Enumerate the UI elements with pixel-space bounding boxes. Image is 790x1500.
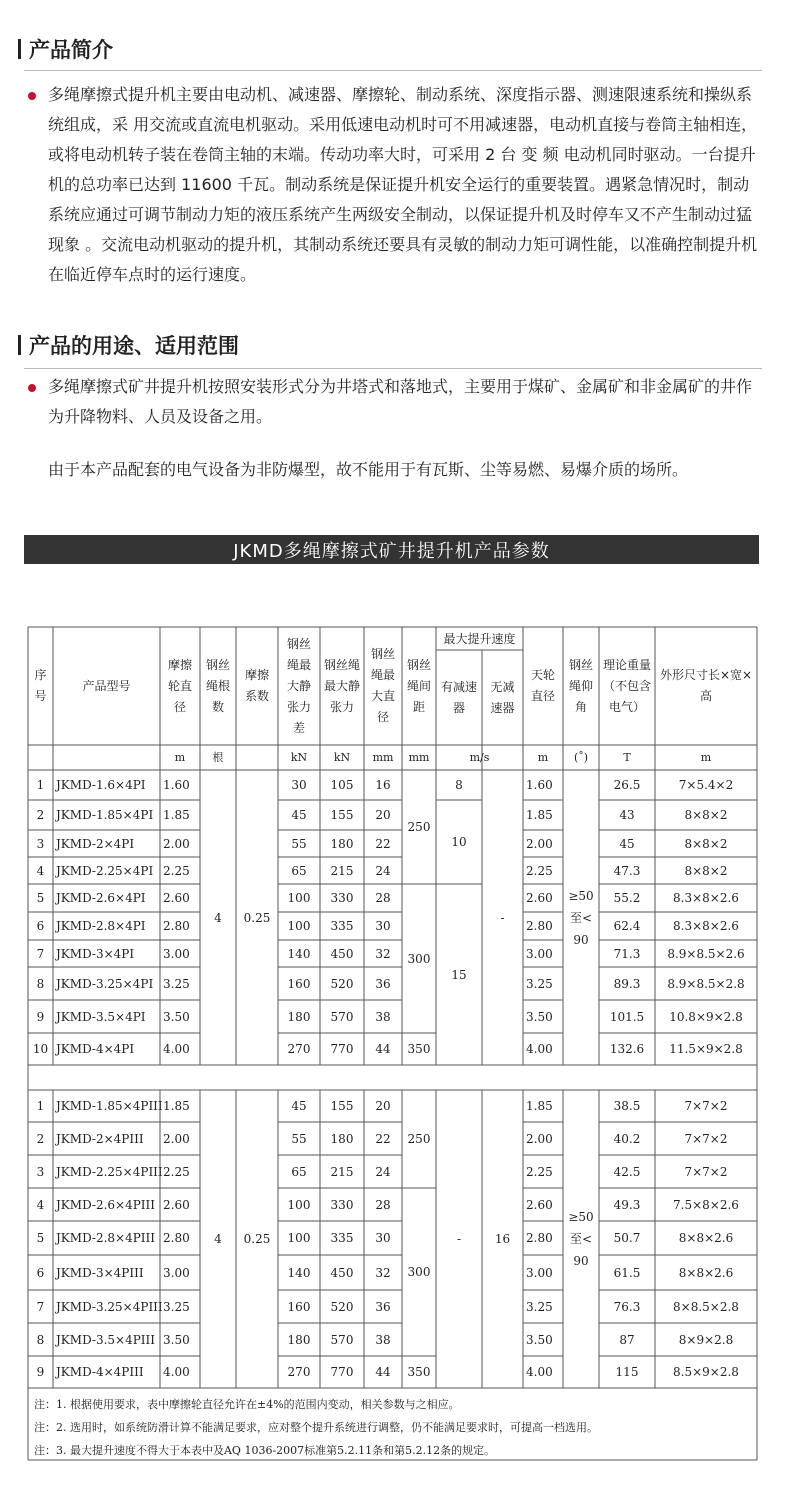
row-head-wheel: 1.85: [526, 1099, 553, 1113]
row-static-diff: 55: [291, 836, 307, 851]
row-weight: 50.7: [613, 1231, 641, 1245]
row-seq: 10: [32, 1042, 49, 1056]
row-dims: 7×7×2: [684, 1131, 728, 1146]
row-dims: 8.3×8×2.6: [673, 919, 739, 933]
row-head-wheel: 1.60: [526, 778, 553, 792]
unit-rope-spacing: mm: [408, 750, 430, 764]
row-model: JKMD-2.25×4PI: [56, 863, 154, 878]
row-static-diff: 65: [291, 863, 307, 878]
merged-speed-with: -: [456, 1232, 462, 1246]
header-elevation: 钢丝绳仰角: [568, 657, 593, 714]
row-wheel-dia: 3.25: [163, 1299, 190, 1314]
row-rope-dia: 16: [375, 778, 391, 792]
row-model: JKMD-1.85×4PI: [56, 808, 154, 822]
merged-elevation: ≥50至<90: [568, 888, 594, 947]
row-model: JKMD-3.5×4PI: [56, 1009, 146, 1024]
row-dims: 8×8×2: [684, 836, 728, 851]
row-rope-dia: 36: [375, 1299, 391, 1314]
row-head-wheel: 2.25: [526, 863, 553, 878]
row-model: JKMD-1.85×4PIII: [56, 1099, 163, 1113]
row-seq: 2: [36, 1131, 45, 1146]
row-weight: 115: [615, 1365, 639, 1379]
row-wheel-dia: 2.00: [163, 1131, 190, 1146]
row-dims: 8.5×9×2.8: [673, 1365, 739, 1379]
row-rope-dia: 44: [375, 1365, 391, 1379]
merged-speed-with: 15: [451, 967, 467, 982]
section-title-intro-text: 产品简介: [29, 38, 113, 62]
row-model: JKMD-3.5×4PIII: [56, 1332, 156, 1347]
unit-dims: m: [700, 750, 712, 764]
row-seq: 6: [36, 919, 45, 933]
header-model: 产品型号: [82, 679, 131, 693]
unit-rope-dia: mm: [372, 750, 394, 764]
unit-static-tension: kN: [333, 750, 351, 764]
row-dims: 8×8×2: [684, 863, 728, 878]
row-head-wheel: 2.25: [526, 1164, 553, 1179]
merged-rope-spacing: 350: [407, 1365, 431, 1379]
table-note-3: 注：3. 最大提升速度不得大于本表中及AQ 1036-2007标准第5.2.11条和第5.2.12条的规定。: [34, 1444, 496, 1457]
row-weight: 89.3: [613, 976, 641, 991]
row-head-wheel: 2.80: [526, 1231, 553, 1245]
row-dims: 8.9×8.5×2.8: [667, 976, 745, 991]
row-rope-dia: 38: [375, 1009, 391, 1024]
header-seq: 序号: [34, 668, 47, 703]
row-rope-dia: 32: [375, 946, 391, 961]
row-head-wheel: 3.50: [526, 1009, 553, 1024]
row-model: JKMD-2.8×4PIII: [56, 1231, 156, 1245]
row-rope-dia: 20: [375, 808, 391, 822]
row-static-tension: 520: [330, 1299, 354, 1314]
row-wheel-dia: 2.80: [163, 919, 190, 933]
merged-rope-spacing: 300: [407, 951, 431, 966]
header-weight: 理论重量（不包含电气）: [603, 657, 652, 714]
row-wheel-dia: 2.80: [163, 1231, 190, 1245]
header-max-speed: 最大提升速度: [443, 631, 516, 646]
row-weight: 26.5: [613, 778, 641, 792]
section-title-use-text: 产品的用途、适用范围: [29, 334, 239, 358]
merged-rope-count: 4: [214, 1232, 222, 1246]
row-seq: 7: [36, 946, 45, 961]
row-static-diff: 270: [287, 1365, 311, 1379]
row-weight: 45: [619, 836, 635, 851]
row-weight: 42.5: [613, 1164, 641, 1179]
row-rope-dia: 36: [375, 976, 391, 991]
row-seq: 8: [36, 976, 45, 991]
row-static-tension: 450: [330, 1265, 354, 1280]
row-static-tension: 155: [330, 1099, 354, 1113]
row-rope-dia: 22: [375, 1131, 391, 1146]
row-head-wheel: 2.00: [526, 1131, 553, 1146]
row-seq: 4: [36, 1197, 45, 1212]
merged-friction: 0.25: [243, 1232, 271, 1246]
row-head-wheel: 2.60: [526, 1197, 553, 1212]
row-model: JKMD-2×4PI: [56, 836, 135, 851]
row-dims: 7×5.4×2: [678, 778, 734, 792]
row-static-diff: 65: [291, 1164, 307, 1179]
row-model: JKMD-4×4PIII: [56, 1365, 144, 1379]
row-dims: 7.5×8×2.6: [673, 1197, 739, 1212]
intro-paragraph: 多绳摩擦式提升机主要由电动机、减速器、摩擦轮、制动系统、深度指示器、测速限速系统和操纵系统组成，采 用交流或直流电机驱动。采用低速电动机时可不用减速器，电动机直接与卷筒主轴相连，或将电动机转子装在卷筒主轴的末端。传动功率大时，可采用 2 台 变 频 电动机同时驱动。一台提升机的总功率已达到 11600 千瓦。制动系统是保证提升机安全运行的重要装置。遇紧急情况时，制动系统应通过可调节制动力矩的液压系统产生两级安全制动，以保证提升机及时停车又不产生制动过猛现象 。交流电动机驱动的提升机，其制动系统还要具有灵敏的制动力矩可调性能，以准确控制提升机在临近停车点时的运行速度。: [48, 85, 758, 284]
row-static-tension: 330: [330, 1197, 354, 1212]
unit-elevation: (˚): [573, 750, 589, 764]
row-dims: 8.9×8.5×2.6: [667, 946, 745, 961]
row-wheel-dia: 3.50: [163, 1009, 190, 1024]
row-rope-dia: 28: [375, 1197, 391, 1212]
row-static-tension: 155: [330, 808, 354, 822]
unit-wheel-dia: m: [174, 750, 186, 764]
header-rope-dia: 钢丝绳最大直径: [370, 647, 395, 724]
row-rope-dia: 44: [375, 1042, 391, 1056]
row-rope-dia: 32: [375, 1265, 391, 1280]
table-note-1: 注：1. 根据使用要求，表中摩擦轮直径允许在±4%的范围内变动，相关参数与之相应。: [34, 1398, 460, 1411]
row-model: JKMD-1.6×4PI: [56, 778, 146, 792]
row-weight: 132.6: [609, 1042, 645, 1056]
row-static-tension: 770: [330, 1365, 354, 1379]
merged-rope-spacing: 300: [407, 1265, 431, 1279]
row-static-diff: 140: [287, 946, 311, 961]
row-static-diff: 180: [287, 1332, 311, 1347]
row-weight: 47.3: [613, 863, 641, 878]
row-dims: 10.8×9×2.8: [669, 1009, 743, 1024]
row-wheel-dia: 1.85: [163, 1099, 190, 1113]
row-wheel-dia: 2.25: [163, 1164, 190, 1179]
row-rope-dia: 20: [375, 1099, 391, 1113]
row-seq: 2: [36, 808, 45, 822]
header-head-wheel: 天轮直径: [530, 668, 555, 703]
merged-rope-spacing: 250: [407, 1132, 431, 1146]
header-rope-count: 钢丝绳根数: [205, 657, 230, 714]
row-rope-dia: 30: [375, 1231, 391, 1245]
row-static-diff: 270: [287, 1042, 311, 1056]
header-rope-spacing: 钢丝绳间距: [406, 657, 431, 714]
row-weight: 61.5: [613, 1265, 641, 1280]
row-static-tension: 335: [330, 919, 354, 933]
row-dims: 8.3×8×2.6: [673, 891, 739, 905]
row-static-tension: 180: [330, 836, 354, 851]
unit-weight: T: [623, 750, 631, 764]
row-seq: 1: [36, 1099, 45, 1113]
row-wheel-dia: 2.00: [163, 836, 190, 851]
merged-rope-spacing: 250: [407, 820, 431, 834]
row-wheel-dia: 3.00: [163, 946, 190, 961]
row-model: JKMD-3.25×4PI: [56, 976, 154, 991]
use-paragraph: 多绳摩擦式矿井提升机按照安装形式分为井塔式和落地式，主要用于煤矿、金属矿和非金属矿的井作为升降物料、人员及设备之用。: [48, 377, 753, 426]
row-weight: 43: [619, 808, 635, 822]
row-rope-dia: 28: [375, 891, 391, 905]
header-wheel-dia: 摩擦轮直径: [167, 657, 192, 714]
row-seq: 6: [36, 1265, 45, 1280]
row-seq: 3: [36, 1164, 45, 1179]
row-model: JKMD-2.6×4PI: [56, 891, 146, 905]
merged-rope-count: 4: [214, 910, 222, 925]
row-weight: 62.4: [613, 919, 641, 933]
row-static-diff: 45: [291, 1099, 307, 1113]
merged-speed-with: 10: [451, 835, 467, 849]
row-static-tension: 520: [330, 976, 354, 991]
row-wheel-dia: 3.00: [163, 1265, 190, 1280]
row-dims: 8×9×2.8: [678, 1332, 734, 1347]
row-static-diff: 160: [287, 1299, 311, 1314]
header-with-reducer: 有减速器: [440, 679, 477, 715]
row-static-diff: 45: [291, 808, 307, 822]
unit-rope-count: 根: [212, 750, 224, 764]
row-rope-dia: 22: [375, 836, 391, 851]
row-head-wheel: 1.85: [526, 808, 553, 822]
row-head-wheel: 3.50: [526, 1332, 553, 1347]
row-wheel-dia: 3.25: [163, 976, 190, 991]
row-dims: 8×8×2.6: [678, 1231, 734, 1245]
row-model: JKMD-2×4PIII: [56, 1131, 144, 1146]
row-model: JKMD-4×4PI: [56, 1042, 135, 1056]
row-head-wheel: 2.00: [526, 836, 553, 851]
row-wheel-dia: 4.00: [163, 1042, 190, 1056]
table-note-2: 注：2. 选用时，如系统防滑计算不能满足要求，应对整个提升系统进行调整，仍不能满足要求时，可提高一档选用。: [34, 1421, 598, 1434]
use-paragraph-2: 由于本产品配套的电气设备为非防爆型，故不能用于有瓦斯、尘等易燃、易爆介质的场所。: [48, 460, 689, 479]
row-weight: 71.3: [613, 946, 641, 961]
row-head-wheel: 4.00: [526, 1365, 553, 1379]
row-seq: 5: [36, 891, 45, 905]
row-dims: 8×8×2: [684, 808, 728, 822]
row-static-tension: 570: [330, 1332, 354, 1347]
row-head-wheel: 3.25: [526, 1299, 553, 1314]
row-model: JKMD-2.25×4PIII: [56, 1164, 163, 1179]
header-no-reducer: 无减速器: [490, 679, 515, 715]
merged-speed-without: 16: [494, 1232, 511, 1246]
row-head-wheel: 2.80: [526, 919, 553, 933]
row-static-diff: 140: [287, 1265, 311, 1280]
row-model: JKMD-2.8×4PI: [56, 919, 146, 933]
row-wheel-dia: 4.00: [163, 1365, 190, 1379]
row-static-tension: 335: [330, 1231, 354, 1245]
row-weight: 55.2: [613, 891, 641, 905]
row-static-diff: 30: [291, 778, 307, 792]
row-static-tension: 215: [330, 863, 354, 878]
row-head-wheel: 3.25: [526, 976, 553, 991]
row-static-diff: 100: [287, 1231, 311, 1245]
row-rope-dia: 24: [375, 1164, 391, 1179]
row-static-tension: 180: [330, 1131, 354, 1146]
row-static-tension: 450: [330, 946, 354, 961]
row-wheel-dia: 3.50: [163, 1332, 190, 1347]
row-wheel-dia: 2.25: [163, 863, 190, 878]
unit-static-diff: kN: [290, 750, 308, 764]
row-static-tension: 570: [330, 1009, 354, 1024]
row-seq: 9: [36, 1009, 45, 1024]
row-wheel-dia: 2.60: [163, 891, 190, 905]
row-weight: 38.5: [613, 1099, 641, 1113]
merged-speed-with: 8: [455, 778, 463, 792]
row-dims: 11.5×9×2.8: [669, 1042, 743, 1056]
row-wheel-dia: 1.85: [163, 808, 190, 822]
row-head-wheel: 3.00: [526, 1265, 553, 1280]
merged-friction: 0.25: [243, 910, 271, 925]
row-weight: 87: [619, 1332, 635, 1347]
row-seq: 7: [36, 1299, 45, 1314]
row-head-wheel: 2.60: [526, 891, 553, 905]
row-static-diff: 160: [287, 976, 311, 991]
row-static-diff: 55: [291, 1131, 307, 1146]
row-seq: 5: [36, 1231, 45, 1245]
row-seq: 1: [36, 778, 45, 792]
row-dims: 8×8.5×2.8: [673, 1299, 739, 1314]
row-seq: 3: [36, 836, 45, 851]
row-dims: 7×7×2: [684, 1164, 728, 1179]
row-static-tension: 330: [330, 891, 354, 905]
row-head-wheel: 3.00: [526, 946, 553, 961]
row-rope-dia: 30: [375, 919, 391, 933]
unit-head-wheel: m: [537, 750, 549, 764]
header-static-tension: 钢丝绳最大静张力: [324, 657, 361, 714]
row-weight: 76.3: [613, 1299, 641, 1314]
header-static-diff: 钢丝绳最大静张力差: [286, 636, 311, 735]
row-weight: 101.5: [609, 1009, 645, 1024]
row-wheel-dia: 2.60: [163, 1197, 190, 1212]
row-wheel-dia: 1.60: [163, 778, 190, 792]
merged-rope-spacing: 350: [407, 1042, 431, 1056]
unit-speed: m/s: [469, 750, 490, 764]
row-weight: 40.2: [613, 1131, 641, 1146]
row-model: JKMD-3×4PIII: [56, 1265, 144, 1280]
row-rope-dia: 38: [375, 1332, 391, 1347]
row-weight: 49.3: [613, 1197, 641, 1212]
row-dims: 8×8×2.6: [678, 1265, 734, 1280]
row-static-diff: 100: [287, 891, 311, 905]
header-friction: 摩擦系数: [244, 668, 269, 703]
row-model: JKMD-3×4PI: [56, 946, 135, 961]
row-static-tension: 770: [330, 1042, 354, 1056]
row-static-tension: 215: [330, 1164, 354, 1179]
row-static-diff: 180: [287, 1009, 311, 1024]
row-seq: 9: [36, 1365, 45, 1379]
row-static-diff: 100: [287, 919, 311, 933]
merged-elevation: ≥50至<90: [568, 1210, 594, 1268]
row-head-wheel: 4.00: [526, 1042, 553, 1056]
row-seq: 4: [36, 863, 45, 878]
row-model: JKMD-2.6×4PIII: [56, 1197, 156, 1212]
merged-speed-without: -: [500, 910, 505, 925]
row-static-tension: 105: [330, 778, 354, 792]
row-dims: 7×7×2: [684, 1099, 728, 1113]
row-seq: 8: [36, 1332, 45, 1347]
row-static-diff: 100: [287, 1197, 311, 1212]
header-dims: 外形尺寸长×宽×高: [659, 668, 753, 703]
table-banner: JKMD多绳摩擦式矿井提升机产品参数: [24, 535, 759, 564]
row-model: JKMD-3.25×4PIII: [56, 1299, 163, 1314]
row-rope-dia: 24: [375, 863, 391, 878]
